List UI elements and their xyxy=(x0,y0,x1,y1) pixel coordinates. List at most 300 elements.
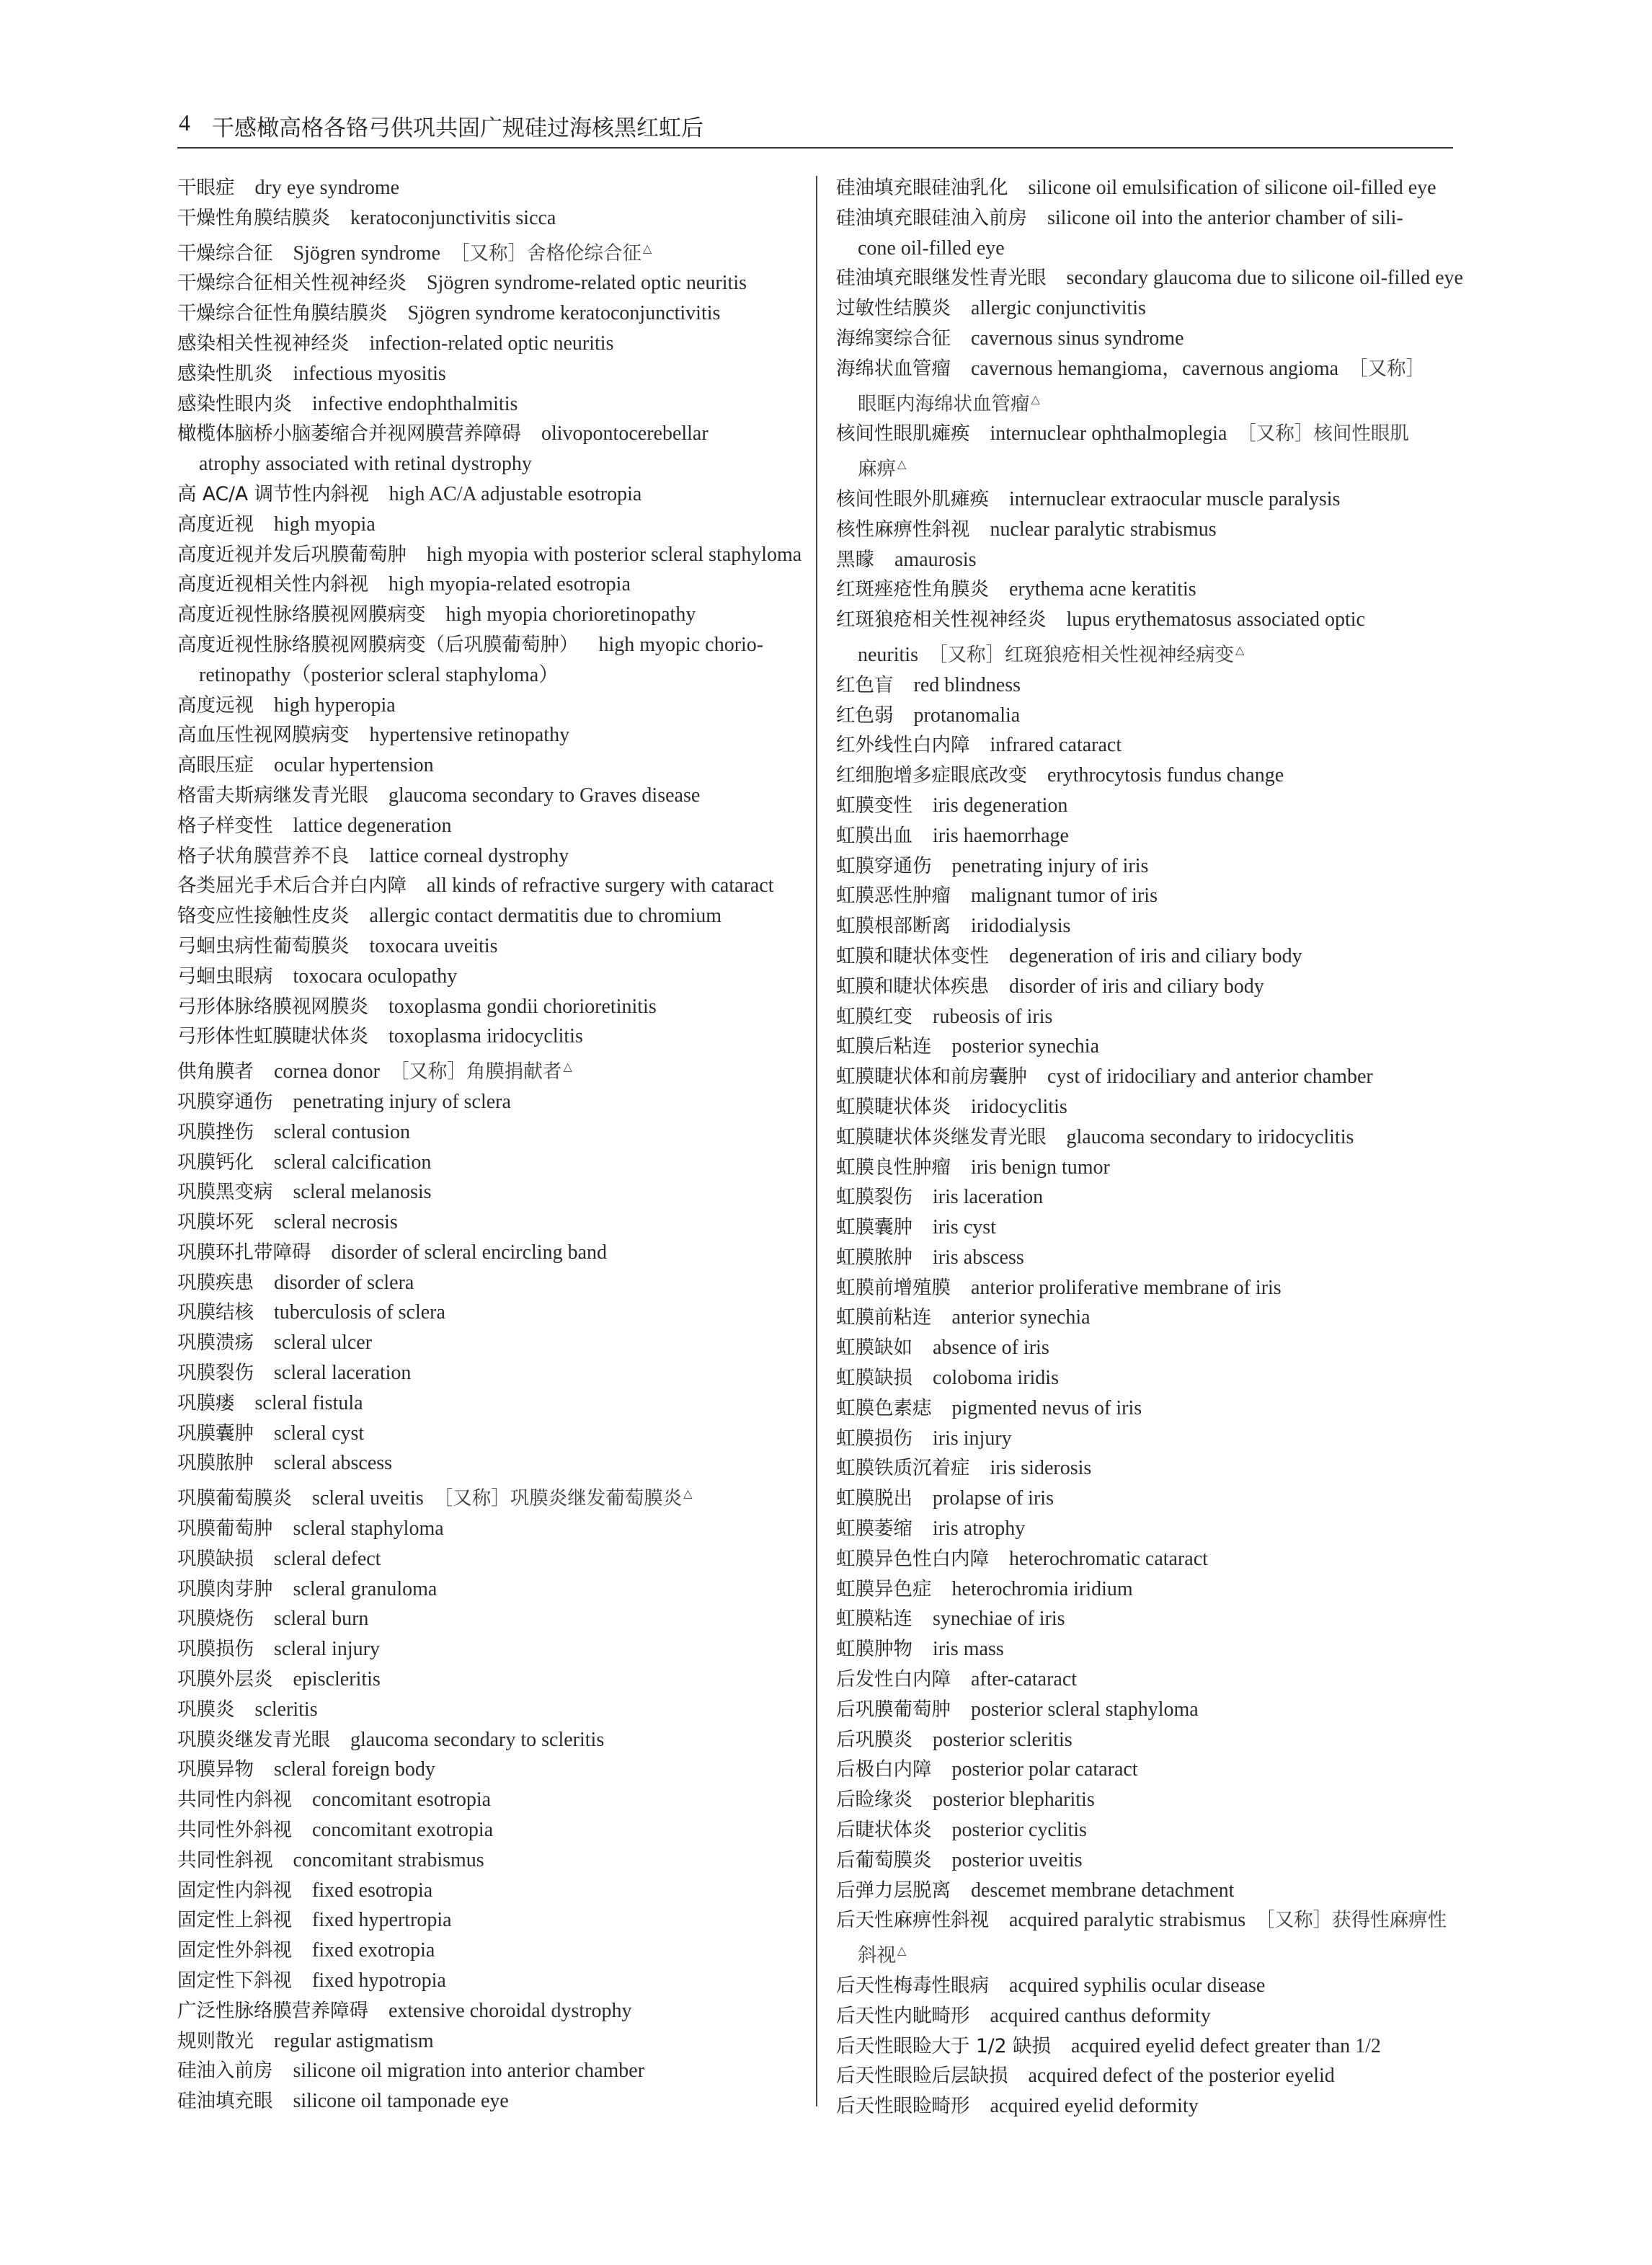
glossary-entry xyxy=(177,691,812,721)
term-chinese: 共同性内斜视 xyxy=(177,1788,292,1812)
term-english: scleral ulcer xyxy=(274,1331,373,1355)
glossary-entry-continuation xyxy=(836,635,1470,670)
term-chinese: 固定性内斜视 xyxy=(177,1879,292,1902)
term-chinese: 虹膜缺损 xyxy=(836,1367,912,1390)
glossary-entry xyxy=(177,1177,812,1207)
term-chinese: 巩膜穿通伤 xyxy=(177,1090,273,1113)
glossary-entry xyxy=(177,1936,812,1966)
triangle-marker: △ xyxy=(683,1486,693,1501)
glossary-entry xyxy=(177,540,812,570)
term-chinese: 感染性肌炎 xyxy=(177,362,273,385)
glossary-entry xyxy=(836,575,1470,605)
triangle-marker: △ xyxy=(643,241,652,255)
term-english: Sjögren syndrome keratoconjunctivitis xyxy=(407,302,721,325)
term-chinese: 核间性眼外肌瘫痪 xyxy=(836,487,989,510)
term-chinese: 高度近视 xyxy=(177,513,254,536)
glossary-entry xyxy=(177,203,812,234)
term-chinese: 虹膜睫状体炎 xyxy=(836,1095,951,1118)
term-english: penetrating injury of iris xyxy=(951,854,1149,877)
term-chinese: 高血压性视网膜病变 xyxy=(177,724,350,747)
term-chinese: 红细胞增多症眼底改变 xyxy=(836,764,1027,787)
term-english: scleral calcification xyxy=(274,1151,432,1174)
term-alias: ［又称］ xyxy=(1349,357,1426,380)
term-english: scleral uveitis xyxy=(312,1487,424,1510)
glossary-entry xyxy=(836,1032,1470,1062)
term-chinese: 巩膜钙化 xyxy=(177,1151,254,1174)
term-english: posterior cyclitis xyxy=(951,1819,1087,1842)
term-english: infective endophthalmitis xyxy=(312,392,518,415)
right-column xyxy=(836,173,1470,2122)
term-chinese: 虹膜和睫状体变性 xyxy=(836,944,989,967)
term-english: high hyperopia xyxy=(274,693,396,717)
glossary-entry xyxy=(836,1725,1470,1755)
term-chinese: 高度远视 xyxy=(177,693,254,717)
term-chinese: 海绵窦综合征 xyxy=(836,327,951,350)
term-chinese: 后天性眼睑后层缺损 xyxy=(836,2065,1008,2088)
term-chinese: 巩膜外层炎 xyxy=(177,1668,273,1691)
term-chinese: 后天性梅毒性眼病 xyxy=(836,1974,989,1998)
term-english: regular astigmatism xyxy=(274,2029,434,2052)
term-alias: ［又称］核间性眼肌 xyxy=(1237,422,1409,446)
term-english: iridodialysis xyxy=(971,915,1071,938)
term-chinese: 虹膜根部断离 xyxy=(836,915,951,938)
glossary-entry xyxy=(177,600,812,630)
glossary-entry xyxy=(177,1725,812,1755)
term-english: iris atrophy xyxy=(933,1517,1026,1541)
term-english: absence of iris xyxy=(933,1337,1049,1360)
glossary-entry xyxy=(177,1604,812,1634)
term-chinese: 红斑痤疮性角膜炎 xyxy=(836,578,989,601)
term-chinese: 格子样变性 xyxy=(177,814,273,837)
term-english: toxoplasma gondii chorioretinitis xyxy=(388,995,657,1018)
term-english: anterior proliferative membrane of iris xyxy=(971,1276,1282,1299)
term-english: red blindness xyxy=(913,673,1021,696)
glossary-entry xyxy=(836,1303,1470,1333)
term-english: posterior blepharitis xyxy=(933,1788,1095,1812)
glossary-entry xyxy=(836,1876,1470,1906)
term-chinese: 高度近视性脉络膜视网膜病变（后巩膜葡萄肿） xyxy=(177,633,579,656)
glossary-entry xyxy=(836,484,1470,515)
glossary-entry xyxy=(177,781,812,811)
term-alias: ［又称］红斑狼疮相关性视神经病变 xyxy=(928,643,1234,666)
term-chinese: 虹膜出血 xyxy=(836,824,912,847)
term-english: concomitant exotropia xyxy=(312,1819,494,1842)
term-chinese: 硅油填充眼硅油入前房 xyxy=(836,206,1027,229)
term-chinese: 后巩膜炎 xyxy=(836,1728,912,1751)
term-english: keratoconjunctivitis sicca xyxy=(350,206,556,229)
glossary-entry xyxy=(177,1996,812,2026)
term-chinese: 红色盲 xyxy=(836,673,894,696)
glossary-entry-continuation xyxy=(177,660,812,691)
term-chinese: 感染相关性视神经炎 xyxy=(177,332,350,355)
term-chinese: 虹膜穿通伤 xyxy=(836,854,932,877)
glossary-entry xyxy=(836,545,1470,575)
term-english: Sjögren syndrome-related optic neuritis xyxy=(427,272,747,295)
term-chinese: 干燥性角膜结膜炎 xyxy=(177,206,330,229)
term-chinese: 虹膜肿物 xyxy=(836,1638,912,1661)
glossary-entry xyxy=(836,263,1470,293)
term-english: dry eye syndrome xyxy=(254,177,400,199)
term-continuation: 眼眶内海绵状血管瘤 xyxy=(858,392,1030,415)
term-english: acquired syphilis ocular disease xyxy=(1009,1974,1266,1998)
term-chinese: 巩膜结核 xyxy=(177,1301,254,1324)
triangle-marker: △ xyxy=(563,1060,572,1074)
term-english: acquired eyelid defect greater than 1/2 xyxy=(1071,2034,1381,2057)
glossary-entry xyxy=(177,1388,812,1419)
glossary-entry xyxy=(836,1333,1470,1363)
glossary-entry xyxy=(836,1453,1470,1484)
glossary-entry xyxy=(836,881,1470,911)
term-english: scleral contusion xyxy=(274,1120,410,1143)
glossary-entry xyxy=(836,1544,1470,1574)
term-chinese: 广泛性脉络膜营养障碍 xyxy=(177,1999,368,2022)
term-chinese: 虹膜前增殖膜 xyxy=(836,1276,951,1299)
glossary-entry xyxy=(836,821,1470,851)
glossary-entry xyxy=(836,173,1470,203)
glossary-entry xyxy=(836,670,1470,701)
term-english: fixed hypertropia xyxy=(312,1909,452,1932)
glossary-entry xyxy=(836,203,1470,234)
glossary-entry xyxy=(177,2026,812,2057)
term-chinese: 海绵状血管瘤 xyxy=(836,357,951,380)
glossary-entry xyxy=(836,324,1470,354)
term-chinese: 固定性上斜视 xyxy=(177,1909,292,1932)
page-number: 4 xyxy=(179,110,190,136)
term-english: silicone oil tamponade eye xyxy=(293,2090,509,2113)
glossary-entry xyxy=(177,510,812,540)
term-english: rubeosis of iris xyxy=(933,1005,1053,1028)
term-chinese: 硅油填充眼 xyxy=(177,2090,273,2113)
term-chinese: 弓蛔虫眼病 xyxy=(177,965,273,988)
glossary-entry xyxy=(177,1695,812,1725)
term-chinese: 橄榄体脑桥小脑萎缩合并视网膜营养障碍 xyxy=(177,422,521,446)
glossary-entry xyxy=(836,1755,1470,1785)
glossary-entry xyxy=(836,1363,1470,1393)
term-english: iris siderosis xyxy=(990,1457,1092,1480)
term-english: high myopia-related esotropia xyxy=(388,573,631,596)
glossary-entry xyxy=(836,1695,1470,1725)
term-chinese: 硅油填充眼硅油乳化 xyxy=(836,177,1008,199)
term-chinese: 虹膜睫状体和前房囊肿 xyxy=(836,1065,1027,1089)
term-english: acquired canthus deformity xyxy=(990,2004,1211,2027)
glossary-entry xyxy=(836,941,1470,972)
term-chinese: 干燥综合征 xyxy=(177,241,273,265)
glossary-entry xyxy=(177,720,812,750)
glossary-entry xyxy=(177,268,812,298)
term-english: glaucoma secondary to iridocyclitis xyxy=(1066,1125,1354,1148)
column-divider xyxy=(816,176,817,2106)
glossary-entry xyxy=(836,701,1470,731)
glossary-entry xyxy=(836,851,1470,882)
term-chinese: 虹膜色素痣 xyxy=(836,1396,932,1419)
glossary-entry xyxy=(177,1328,812,1358)
term-english: scleritis xyxy=(254,1698,318,1721)
glossary-entry xyxy=(836,1213,1470,1243)
term-chinese: 虹膜后粘连 xyxy=(836,1035,932,1058)
term-english: fixed esotropia xyxy=(312,1879,433,1902)
term-english: scleral fistula xyxy=(254,1391,363,1414)
term-chinese: 虹膜红变 xyxy=(836,1005,912,1028)
term-english: posterior uveitis xyxy=(951,1848,1083,1871)
term-chinese: 巩膜葡萄膜炎 xyxy=(177,1487,292,1510)
term-chinese: 虹膜和睫状体疾患 xyxy=(836,975,989,998)
glossary-entry xyxy=(836,515,1470,545)
glossary-entry xyxy=(177,479,812,510)
term-english: silicone oil emulsification of silicone oil-filled eye xyxy=(1028,177,1436,199)
triangle-marker: △ xyxy=(1235,642,1245,657)
term-english: cavernous hemangioma，cavernous angioma xyxy=(971,357,1339,380)
term-chinese: 铬变应性接触性皮炎 xyxy=(177,905,350,928)
term-chinese: 虹膜良性肿瘤 xyxy=(836,1156,951,1179)
glossary-entry xyxy=(177,173,812,203)
term-english: scleral laceration xyxy=(274,1362,412,1385)
glossary-entry xyxy=(836,2091,1470,2122)
term-english: erythema acne keratitis xyxy=(1009,578,1196,601)
term-english: toxoplasma iridocyclitis xyxy=(388,1025,583,1048)
term-chinese: 虹膜缺如 xyxy=(836,1337,912,1360)
term-english: toxocara uveitis xyxy=(369,934,498,957)
term-chinese: 固定性下斜视 xyxy=(177,1969,292,1993)
glossary-entry xyxy=(836,1971,1470,2001)
term-english: toxocara oculopathy xyxy=(293,965,458,988)
term-english: internuclear extraocular muscle paralysis xyxy=(1009,487,1341,510)
glossary-entry xyxy=(177,1479,812,1514)
term-chinese: 红外线性白内障 xyxy=(836,734,970,757)
term-chinese: 过敏性结膜炎 xyxy=(836,297,951,320)
glossary-entry xyxy=(836,791,1470,821)
term-english: secondary glaucoma due to silicone oil-filled eye xyxy=(1066,267,1463,290)
term-english: iris cyst xyxy=(933,1216,996,1239)
term-chinese: 巩膜炎继发青光眼 xyxy=(177,1728,330,1751)
glossary-entry xyxy=(836,419,1470,449)
term-chinese: 共同性斜视 xyxy=(177,1848,273,1871)
term-chinese: 后天性麻痹性斜视 xyxy=(836,1909,989,1932)
glossary-entry xyxy=(177,298,812,329)
glossary-entry xyxy=(177,1087,812,1117)
term-english: synechiae of iris xyxy=(933,1608,1065,1631)
glossary-entry xyxy=(177,931,812,962)
term-chinese: 格雷夫斯病继发青光眼 xyxy=(177,784,368,807)
term-chinese: 巩膜坏死 xyxy=(177,1211,254,1234)
glossary-entry xyxy=(177,1514,812,1544)
glossary-entry xyxy=(177,1905,812,1936)
glossary-entry xyxy=(836,1634,1470,1665)
term-chinese: 供角膜者 xyxy=(177,1060,254,1083)
glossary-entry xyxy=(177,1544,812,1574)
term-english: episcleritis xyxy=(293,1668,381,1691)
glossary-entry-continuation xyxy=(177,449,812,479)
glossary-entry xyxy=(836,2061,1470,2091)
glossary-entry-continuation xyxy=(836,449,1470,484)
term-chinese: 高 AC/A 调节性内斜视 xyxy=(177,482,369,505)
glossary-entry xyxy=(836,1484,1470,1514)
glossary-entry xyxy=(177,811,812,841)
term-english: scleral necrosis xyxy=(274,1211,398,1234)
term-chinese: 巩膜环扎带障碍 xyxy=(177,1241,311,1264)
term-chinese: 虹膜恶性肿瘤 xyxy=(836,885,951,908)
term-english: all kinds of refractive surgery with cataract xyxy=(427,874,774,897)
term-english: pigmented nevus of iris xyxy=(951,1396,1142,1419)
term-english: allergic contact dermatitis due to chromium xyxy=(369,905,722,928)
term-chinese: 硅油填充眼继发性青光眼 xyxy=(836,267,1047,290)
term-english: acquired paralytic strabismus xyxy=(1009,1909,1246,1932)
glossary-entry xyxy=(836,2031,1470,2062)
term-english: fixed exotropia xyxy=(312,1939,435,1962)
glossary-entry xyxy=(177,1148,812,1178)
term-english: glaucoma secondary to scleritis xyxy=(350,1728,605,1751)
term-english: tuberculosis of sclera xyxy=(274,1301,445,1324)
glossary-entry xyxy=(177,1665,812,1695)
term-english: infrared cataract xyxy=(990,734,1122,757)
term-chinese: 后弹力层脱离 xyxy=(836,1879,951,1902)
page-header xyxy=(177,108,1453,143)
term-english: iris mass xyxy=(933,1638,1004,1661)
glossary-entry xyxy=(177,1207,812,1238)
glossary-entry xyxy=(836,605,1470,635)
term-chinese: 共同性外斜视 xyxy=(177,1819,292,1842)
term-chinese: 各类屈光手术后合并白内障 xyxy=(177,874,407,897)
glossary-entry xyxy=(177,419,812,449)
term-alias: ［又称］舍格伦综合征 xyxy=(450,241,642,265)
glossary-entry xyxy=(177,630,812,660)
triangle-marker: △ xyxy=(897,1943,907,1958)
glossary-entry xyxy=(836,1604,1470,1634)
term-chinese: 虹膜脓肿 xyxy=(836,1246,912,1269)
glossary-entry xyxy=(177,2086,812,2116)
glossary-entry xyxy=(177,962,812,992)
term-chinese: 后发性白内障 xyxy=(836,1668,951,1691)
glossary-entry xyxy=(177,1298,812,1328)
term-alias: ［又称］巩膜炎继发葡萄膜炎 xyxy=(433,1487,683,1510)
term-chinese: 干燥综合征相关性视神经炎 xyxy=(177,272,407,295)
term-chinese: 干眼症 xyxy=(177,177,235,199)
term-chinese: 巩膜挫伤 xyxy=(177,1120,254,1143)
triangle-marker: △ xyxy=(1031,391,1040,406)
term-english: degeneration of iris and ciliary body xyxy=(1009,944,1302,967)
term-alias: ［又称］角膜捐献者 xyxy=(389,1060,562,1083)
term-english: concomitant strabismus xyxy=(293,1848,484,1871)
glossary-entry xyxy=(177,1238,812,1268)
glossary-entry xyxy=(177,1021,812,1052)
term-english: iris injury xyxy=(933,1427,1012,1450)
term-english: cornea donor xyxy=(274,1060,380,1083)
term-english: cavernous sinus syndrome xyxy=(971,327,1184,350)
term-chinese: 巩膜疾患 xyxy=(177,1271,254,1294)
glossary-entry xyxy=(836,911,1470,941)
glossary-entry xyxy=(836,1665,1470,1695)
term-chinese: 高度近视性脉络膜视网膜病变 xyxy=(177,603,426,626)
term-english: prolapse of iris xyxy=(933,1487,1054,1510)
glossary-entry xyxy=(836,1153,1470,1183)
term-continuation: retinopathy（posterior scleral staphyloma） xyxy=(199,663,559,686)
term-chinese: 红斑狼疮相关性视神经炎 xyxy=(836,608,1047,631)
term-chinese: 高眼压症 xyxy=(177,754,254,777)
term-chinese: 弓蛔虫病性葡萄膜炎 xyxy=(177,934,350,957)
term-chinese: 虹膜萎缩 xyxy=(836,1517,912,1541)
term-chinese: 巩膜黑变病 xyxy=(177,1181,273,1204)
term-english: erythrocytosis fundus change xyxy=(1047,764,1284,787)
term-english: fixed hypotropia xyxy=(312,1969,446,1993)
term-english: anterior synechia xyxy=(951,1306,1091,1329)
term-chinese: 虹膜囊肿 xyxy=(836,1216,912,1239)
term-continuation: cone oil-filled eye xyxy=(858,236,1005,260)
glossary-entry xyxy=(836,1905,1470,1936)
term-english: high myopia with posterior scleral staphyloma xyxy=(427,543,802,566)
term-chinese: 虹膜变性 xyxy=(836,794,912,817)
term-english: acquired defect of the posterior eyelid xyxy=(1028,2065,1335,2088)
term-english: high myopia chorioretinopathy xyxy=(445,603,696,626)
term-english: disorder of sclera xyxy=(274,1271,414,1294)
term-chinese: 虹膜睫状体炎继发青光眼 xyxy=(836,1125,1047,1148)
term-chinese: 巩膜瘘 xyxy=(177,1391,235,1414)
glossary-entry xyxy=(836,1815,1470,1845)
term-chinese: 虹膜异色性白内障 xyxy=(836,1547,989,1570)
running-title: 干感橄高格各铬弓供巩共固广规硅过海核黑红虹后 xyxy=(212,115,703,141)
term-english: scleral foreign body xyxy=(274,1758,435,1781)
term-chinese: 核间性眼肌瘫痪 xyxy=(836,422,970,446)
term-english: infection-related optic neuritis xyxy=(369,332,614,355)
term-english: iris degeneration xyxy=(933,794,1068,817)
glossary-entry xyxy=(177,1268,812,1298)
term-chinese: 后巩膜葡萄肿 xyxy=(836,1698,951,1721)
glossary-entry-continuation xyxy=(836,384,1470,420)
glossary-entry xyxy=(177,1966,812,1996)
term-english: concomitant esotropia xyxy=(312,1788,492,1812)
term-chinese: 高度近视并发后巩膜葡萄肿 xyxy=(177,543,407,566)
term-continuation: 斜视 xyxy=(858,1944,896,1967)
term-alias: ［又称］获得性麻痹性 xyxy=(1256,1909,1447,1932)
glossary-entry xyxy=(836,1002,1470,1032)
term-chinese: 虹膜脱出 xyxy=(836,1487,912,1510)
triangle-marker: △ xyxy=(897,457,907,471)
term-english: iridocyclitis xyxy=(971,1095,1067,1118)
term-english: cyst of iridociliary and anterior chamber xyxy=(1047,1065,1373,1089)
term-english: extensive choroidal dystrophy xyxy=(388,1999,632,2022)
glossary-entry xyxy=(177,1358,812,1388)
term-chinese: 格子状角膜营养不良 xyxy=(177,844,350,867)
term-english: iris benign tumor xyxy=(971,1156,1110,1179)
term-chinese: 巩膜异物 xyxy=(177,1758,254,1781)
term-chinese: 硅油入前房 xyxy=(177,2060,273,2083)
glossary-entry xyxy=(836,1785,1470,1815)
term-english: scleral defect xyxy=(274,1547,381,1570)
term-chinese: 虹膜铁质沉着症 xyxy=(836,1457,970,1480)
term-english: disorder of iris and ciliary body xyxy=(1009,975,1264,998)
glossary-entry xyxy=(836,1182,1470,1213)
term-chinese: 巩膜裂伤 xyxy=(177,1362,254,1385)
term-english: allergic conjunctivitis xyxy=(971,297,1146,320)
term-english: infectious myositis xyxy=(293,362,446,385)
glossary-entry xyxy=(177,1845,812,1876)
term-chinese: 后极白内障 xyxy=(836,1758,932,1781)
glossary-entry xyxy=(836,1273,1470,1303)
term-english: protanomalia xyxy=(913,704,1021,727)
glossary-entry xyxy=(836,1514,1470,1544)
glossary-entry xyxy=(836,1393,1470,1424)
term-chinese: 后葡萄膜炎 xyxy=(836,1848,932,1871)
term-english: heterochromatic cataract xyxy=(1009,1547,1208,1570)
term-chinese: 巩膜损伤 xyxy=(177,1638,254,1661)
term-chinese: 虹膜前粘连 xyxy=(836,1306,932,1329)
term-english: lattice degeneration xyxy=(293,814,452,837)
term-english: heterochromia iridium xyxy=(951,1577,1133,1600)
glossary-entry xyxy=(177,1574,812,1605)
term-english: posterior scleral staphyloma xyxy=(971,1698,1199,1721)
term-chinese: 后天性眼睑畸形 xyxy=(836,2095,970,2118)
glossary-entry xyxy=(177,871,812,901)
term-english: high AC/A adjustable esotropia xyxy=(388,482,642,505)
term-english: high myopia xyxy=(274,513,376,536)
